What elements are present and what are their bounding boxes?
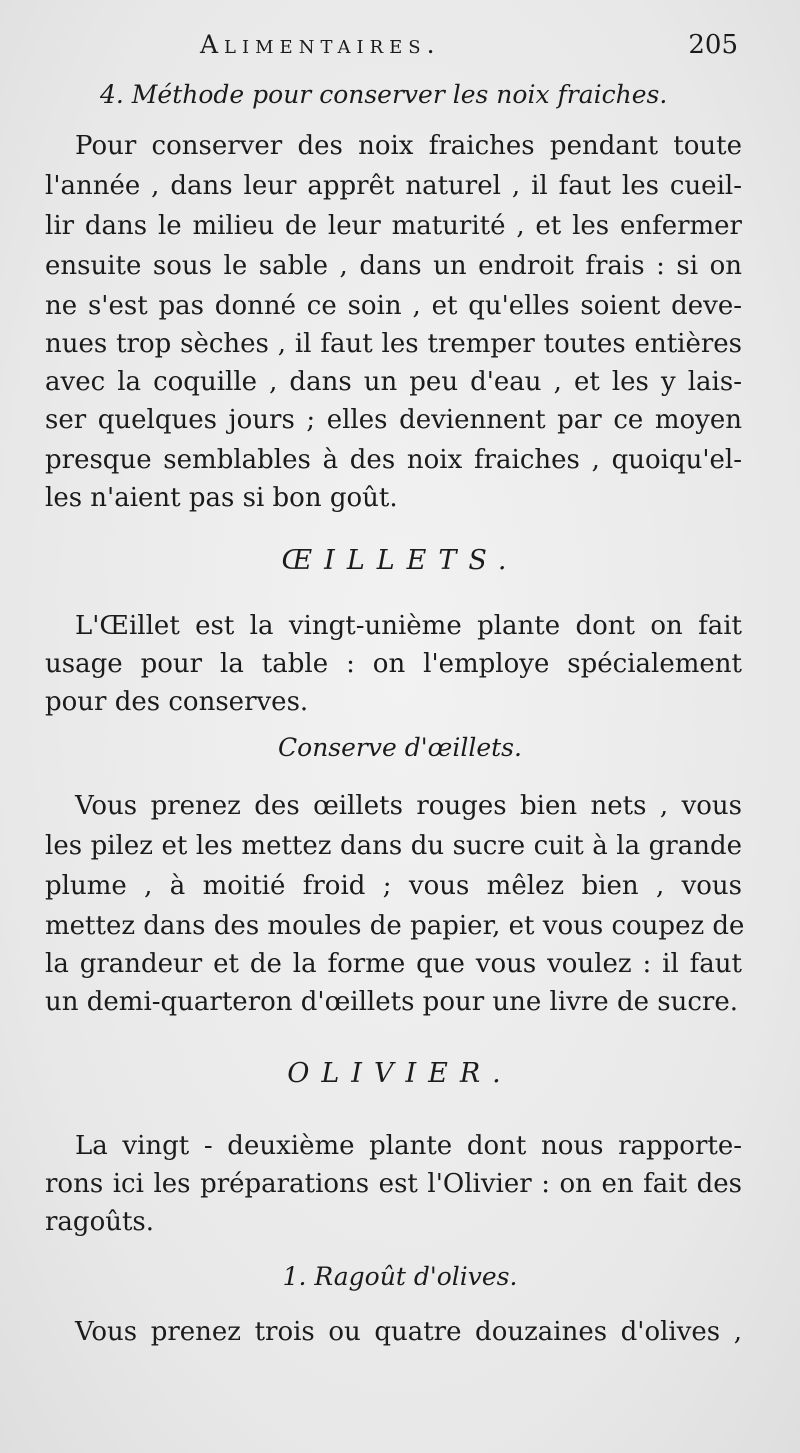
section-title-olivier: OLIVIER. <box>287 1058 513 1089</box>
text-line: presque semblables à des noix fraiches , quoiqu'el- <box>45 445 742 475</box>
text-line: les pilez et les mettez dans du sucre cuit à la grande <box>45 831 742 861</box>
text-line: ragoûts. <box>45 1207 155 1237</box>
section-title-oeillets: ŒILLETS. <box>281 545 519 576</box>
text-line: ensuite sous le sable , dans un endroit frais : si on <box>45 251 742 281</box>
text-line: l'année , dans leur apprêt naturel , il faut les cueil- <box>45 171 742 201</box>
text-line: lir dans le milieu de leur maturité , et les enfermer <box>45 211 742 241</box>
text-line: plume , à moitié froid ; vous mêlez bien , vous <box>45 871 742 901</box>
text-line: ser quelques jours ; elles deviennent par ce moyen <box>45 405 742 435</box>
text-line: L'Œillet est la vingt-unième plante dont on fait <box>75 611 742 641</box>
text-line: mettez dans des moules de papier, et vous coupez de <box>45 911 745 941</box>
text-line: ne s'est pas donné ce soin , et qu'elles soient deve- <box>45 291 742 321</box>
running-head <box>0 30 800 70</box>
text-line: avec la coquille , dans un peu d'eau , et les y lais- <box>45 367 742 397</box>
text-line: Vous prenez des œillets rouges bien nets , vous <box>75 791 742 821</box>
text-line: la grandeur et de la forme que vous voulez : il faut <box>45 949 742 979</box>
text-line: La vingt - deuxième plante dont nous rapporte- <box>75 1131 742 1161</box>
running-title: Alimentaires. <box>200 30 441 59</box>
text-line: les n'aient pas si bon goût. <box>45 483 398 513</box>
text-line: usage pour la table : on l'employe spécialement <box>45 649 742 679</box>
text-line: Pour conserver des noix fraiches pendant toute <box>75 131 742 161</box>
text-line: pour des conserves. <box>45 687 309 717</box>
text-line: Vous prenez trois ou quatre douzaines d'olives , <box>75 1317 742 1347</box>
page-number: 205 <box>688 30 738 60</box>
subheading-conserve: Conserve d'œillets. <box>278 733 522 762</box>
text-line: un demi-quarteron d'œillets pour une livre de sucre. <box>45 987 738 1017</box>
text-line: rons ici les préparations est l'Olivier : on en fait des <box>45 1169 742 1199</box>
text-line: nues trop sèches , il faut les tremper toutes entières <box>45 329 742 359</box>
subheading-ragout: 1. Ragoût d'olives. <box>282 1262 518 1291</box>
subheading-noix: 4. Méthode pour conserver les noix fraiches. <box>100 80 668 109</box>
